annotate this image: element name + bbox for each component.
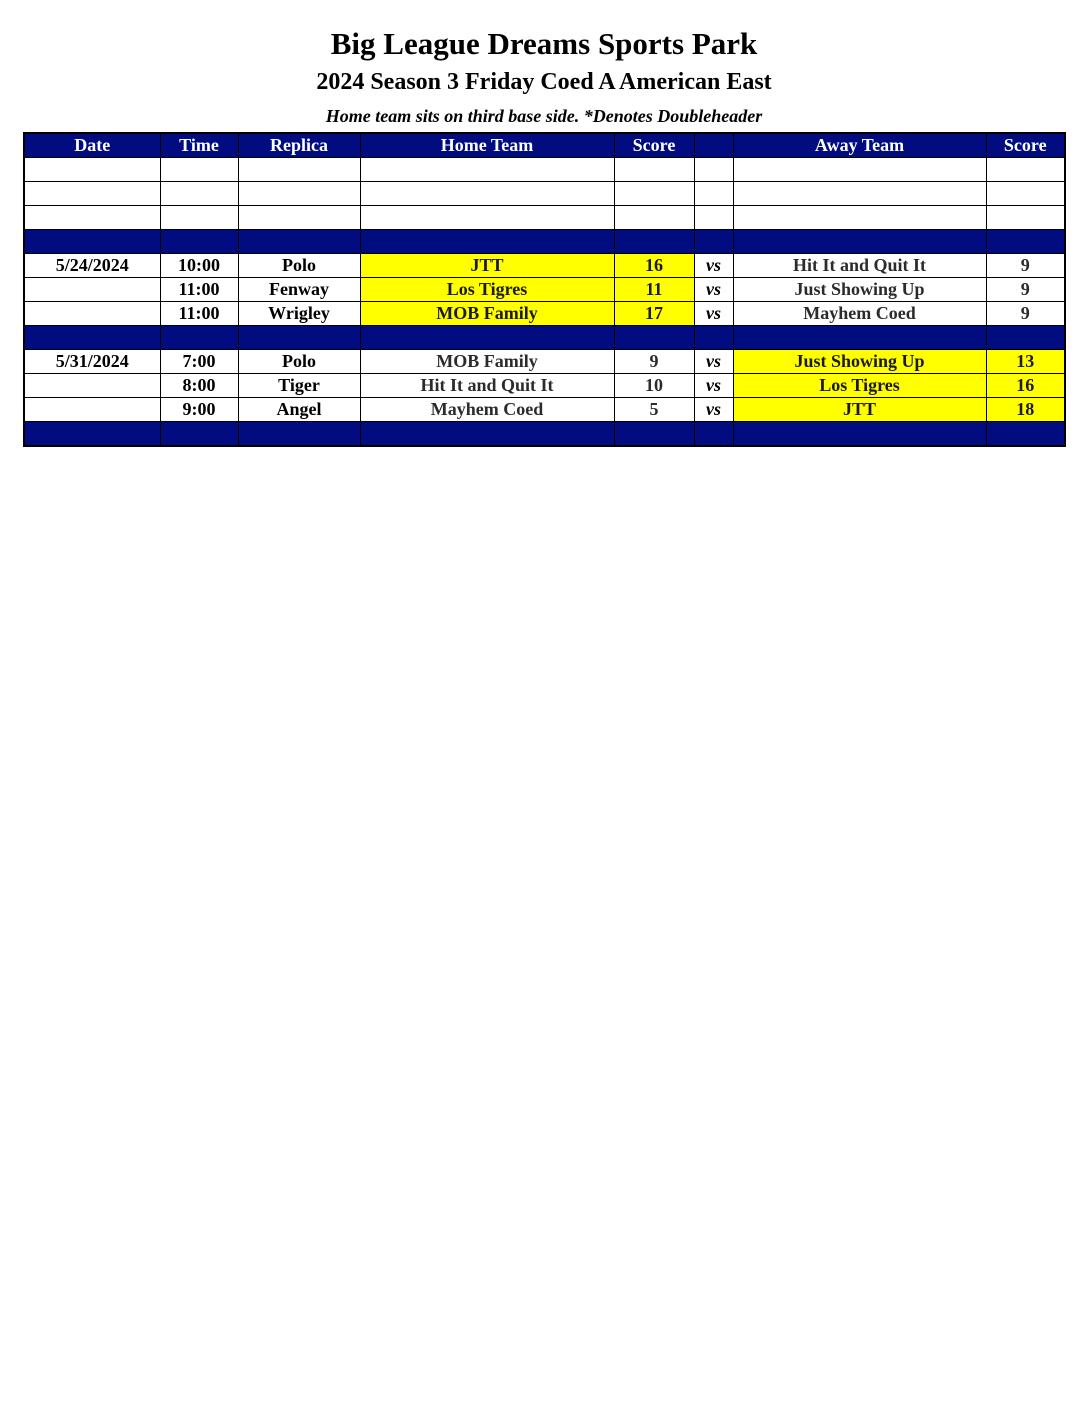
game-date: 5/24/2024 bbox=[24, 254, 160, 278]
separator-cell bbox=[614, 422, 694, 447]
empty-cell bbox=[694, 206, 733, 230]
empty-row bbox=[24, 182, 1065, 206]
separator-cell bbox=[360, 326, 614, 350]
column-header-replica: Replica bbox=[238, 133, 360, 158]
home-team: Mayhem Coed bbox=[360, 398, 614, 422]
empty-cell bbox=[614, 158, 694, 182]
empty-cell bbox=[238, 182, 360, 206]
away-score: 13 bbox=[986, 350, 1065, 374]
home-score: 16 bbox=[614, 254, 694, 278]
game-replica: Polo bbox=[238, 350, 360, 374]
separator-cell bbox=[986, 326, 1065, 350]
empty-cell bbox=[360, 206, 614, 230]
vs-label: vs bbox=[694, 374, 733, 398]
away-team: Los Tigres bbox=[733, 374, 986, 398]
away-score: 9 bbox=[986, 302, 1065, 326]
empty-cell bbox=[160, 182, 238, 206]
vs-label: vs bbox=[694, 278, 733, 302]
page-note: Home team sits on third base side. *Denotes Doubleheader bbox=[325, 106, 763, 126]
empty-cell bbox=[694, 158, 733, 182]
separator-row bbox=[24, 230, 1065, 254]
away-team: Mayhem Coed bbox=[733, 302, 986, 326]
separator-cell bbox=[986, 230, 1065, 254]
empty-cell bbox=[986, 182, 1065, 206]
vs-label: vs bbox=[694, 350, 733, 374]
separator-cell bbox=[986, 422, 1065, 447]
separator-cell bbox=[614, 326, 694, 350]
separator-cell bbox=[694, 422, 733, 447]
page-title: Big League Dreams Sports Park bbox=[330, 26, 758, 61]
separator-row bbox=[24, 326, 1065, 350]
separator-cell bbox=[238, 422, 360, 447]
game-date bbox=[24, 278, 160, 302]
game-date bbox=[24, 302, 160, 326]
game-replica: Tiger bbox=[238, 374, 360, 398]
separator-cell bbox=[694, 230, 733, 254]
separator-cell bbox=[733, 422, 986, 447]
game-row bbox=[24, 350, 1065, 374]
empty-cell bbox=[733, 206, 986, 230]
home-score: 5 bbox=[614, 398, 694, 422]
empty-row bbox=[24, 206, 1065, 230]
home-score: 17 bbox=[614, 302, 694, 326]
separator-cell bbox=[733, 326, 986, 350]
empty-cell bbox=[24, 206, 160, 230]
separator-cell bbox=[160, 326, 238, 350]
empty-cell bbox=[986, 158, 1065, 182]
game-time: 11:00 bbox=[160, 302, 238, 326]
away-score: 9 bbox=[986, 254, 1065, 278]
home-team: Hit It and Quit It bbox=[360, 374, 614, 398]
header-row bbox=[24, 133, 1065, 158]
separator-cell bbox=[238, 326, 360, 350]
game-date bbox=[24, 398, 160, 422]
vs-label: vs bbox=[694, 398, 733, 422]
empty-cell bbox=[238, 206, 360, 230]
empty-cell bbox=[160, 206, 238, 230]
home-score: 9 bbox=[614, 350, 694, 374]
away-team: Just Showing Up bbox=[733, 350, 986, 374]
separator-cell bbox=[614, 230, 694, 254]
separator-cell bbox=[24, 326, 160, 350]
separator-row bbox=[24, 422, 1065, 447]
column-header-date: Date bbox=[24, 133, 160, 158]
empty-cell bbox=[733, 158, 986, 182]
separator-cell bbox=[24, 230, 160, 254]
game-row bbox=[24, 278, 1065, 302]
game-row bbox=[24, 302, 1065, 326]
empty-cell bbox=[694, 182, 733, 206]
empty-cell bbox=[24, 182, 160, 206]
empty-cell bbox=[238, 158, 360, 182]
home-team: MOB Family bbox=[360, 302, 614, 326]
game-replica: Fenway bbox=[238, 278, 360, 302]
away-score: 18 bbox=[986, 398, 1065, 422]
game-time: 7:00 bbox=[160, 350, 238, 374]
home-team: Los Tigres bbox=[360, 278, 614, 302]
game-date bbox=[24, 374, 160, 398]
column-header-home-score: Score bbox=[614, 133, 694, 158]
empty-cell bbox=[360, 158, 614, 182]
game-row bbox=[24, 374, 1065, 398]
game-time: 9:00 bbox=[160, 398, 238, 422]
home-team: JTT bbox=[360, 254, 614, 278]
separator-cell bbox=[733, 230, 986, 254]
game-time: 8:00 bbox=[160, 374, 238, 398]
away-score: 9 bbox=[986, 278, 1065, 302]
empty-cell bbox=[733, 182, 986, 206]
game-replica: Polo bbox=[238, 254, 360, 278]
game-time: 11:00 bbox=[160, 278, 238, 302]
separator-cell bbox=[360, 422, 614, 447]
column-header-away-score: Score bbox=[986, 133, 1065, 158]
separator-cell bbox=[238, 230, 360, 254]
vs-label: vs bbox=[694, 254, 733, 278]
separator-cell bbox=[694, 326, 733, 350]
separator-cell bbox=[360, 230, 614, 254]
empty-cell bbox=[614, 206, 694, 230]
schedule-table bbox=[23, 132, 1066, 447]
page-subtitle: 2024 Season 3 Friday Coed A American East bbox=[316, 69, 772, 95]
column-header-home-team: Home Team bbox=[360, 133, 614, 158]
game-replica: Wrigley bbox=[238, 302, 360, 326]
away-team: JTT bbox=[733, 398, 986, 422]
game-replica: Angel bbox=[238, 398, 360, 422]
game-row bbox=[24, 254, 1065, 278]
column-header-away-team: Away Team bbox=[733, 133, 986, 158]
empty-cell bbox=[360, 182, 614, 206]
empty-cell bbox=[160, 158, 238, 182]
vs-label: vs bbox=[694, 302, 733, 326]
column-header-vs bbox=[694, 133, 733, 158]
home-team: MOB Family bbox=[360, 350, 614, 374]
empty-cell bbox=[986, 206, 1065, 230]
away-team: Just Showing Up bbox=[733, 278, 986, 302]
home-score: 10 bbox=[614, 374, 694, 398]
empty-row bbox=[24, 158, 1065, 182]
empty-cell bbox=[614, 182, 694, 206]
game-row bbox=[24, 398, 1065, 422]
column-header-time: Time bbox=[160, 133, 238, 158]
away-team: Hit It and Quit It bbox=[733, 254, 986, 278]
separator-cell bbox=[24, 422, 160, 447]
home-score: 11 bbox=[614, 278, 694, 302]
separator-cell bbox=[160, 422, 238, 447]
game-date: 5/31/2024 bbox=[24, 350, 160, 374]
away-score: 16 bbox=[986, 374, 1065, 398]
empty-cell bbox=[24, 158, 160, 182]
game-time: 10:00 bbox=[160, 254, 238, 278]
separator-cell bbox=[160, 230, 238, 254]
